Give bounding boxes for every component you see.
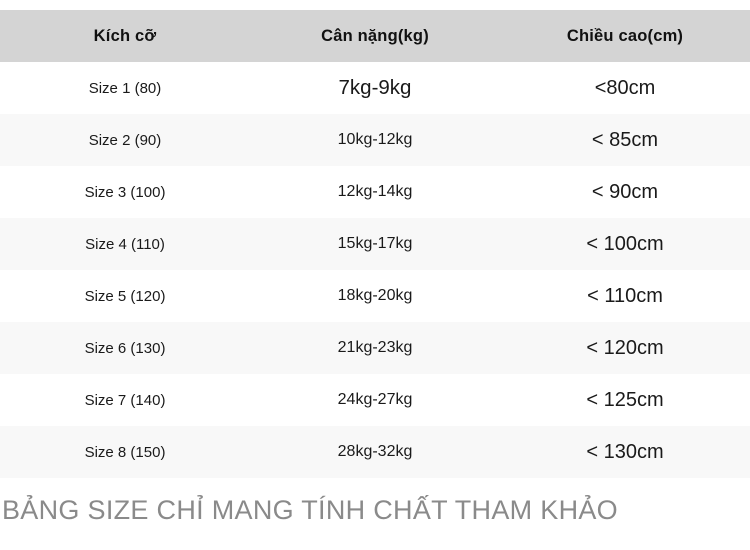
- weight-cell: 7kg-9kg: [338, 76, 412, 99]
- weight-cell: 15kg-17kg: [337, 235, 413, 252]
- table-row: [0, 426, 750, 478]
- height-cell: < 110cm: [587, 284, 663, 307]
- column-header-size: Kích cỡ: [93, 26, 157, 45]
- height-cell: < 130cm: [586, 440, 664, 463]
- size-cell: Size 6 (130): [84, 339, 166, 357]
- height-cell: < 120cm: [586, 336, 664, 359]
- height-cell: < 125cm: [586, 388, 664, 411]
- height-cell: <80cm: [594, 76, 656, 99]
- weight-cell: 18kg-20kg: [337, 287, 413, 304]
- column-header-weight: Cân nặng(kg): [321, 26, 429, 45]
- column-header-height: Chiều cao(cm): [566, 26, 684, 45]
- height-cell: < 85cm: [591, 128, 659, 151]
- size-cell: Size 1 (80): [88, 79, 162, 97]
- height-cell: < 90cm: [591, 180, 659, 203]
- size-chart-table: [0, 10, 750, 478]
- height-cell: < 100cm: [586, 232, 664, 255]
- table-row: [0, 374, 750, 426]
- table-header-row: [0, 10, 750, 62]
- table-row: [0, 322, 750, 374]
- weight-cell: 24kg-27kg: [337, 391, 413, 408]
- weight-cell: 12kg-14kg: [337, 183, 413, 200]
- size-cell: Size 7 (140): [84, 391, 166, 409]
- table-row: [0, 166, 750, 218]
- disclaimer-note: BẢNG SIZE CHỈ MANG TÍNH CHẤT THAM KHẢO: [2, 495, 618, 525]
- weight-cell: 10kg-12kg: [337, 131, 413, 148]
- size-cell: Size 8 (150): [84, 443, 166, 461]
- weight-cell: 21kg-23kg: [337, 339, 413, 356]
- size-cell: Size 5 (120): [84, 287, 166, 305]
- table-row: [0, 62, 750, 114]
- table-row: [0, 114, 750, 166]
- table-row: [0, 270, 750, 322]
- weight-cell: 28kg-32kg: [337, 443, 413, 460]
- size-cell: Size 2 (90): [88, 131, 162, 149]
- size-cell: Size 4 (110): [85, 235, 165, 253]
- size-cell: Size 3 (100): [84, 183, 166, 201]
- table-row: [0, 218, 750, 270]
